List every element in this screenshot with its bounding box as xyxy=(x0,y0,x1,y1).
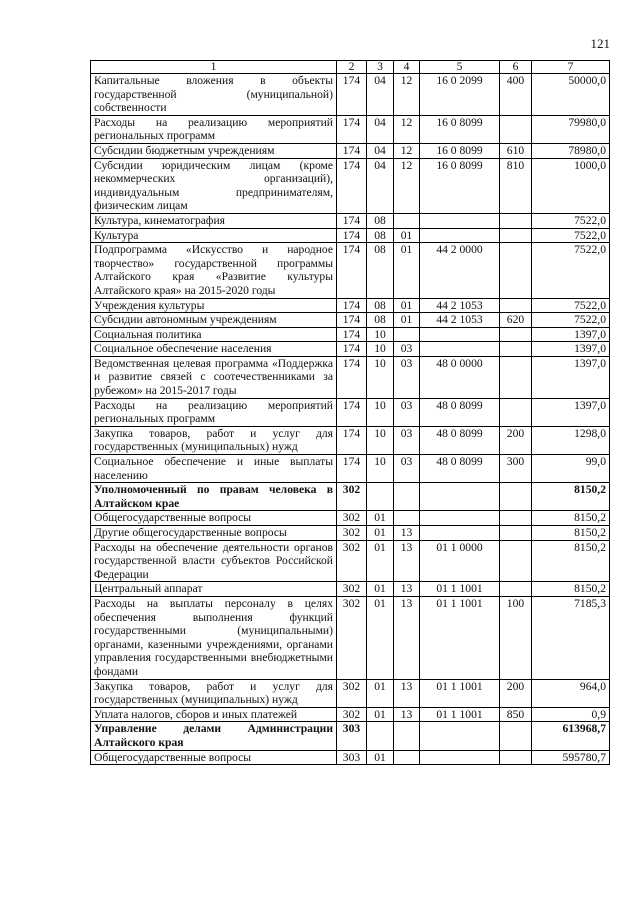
row-amount-cell: 1397,0 xyxy=(532,356,610,398)
row-target-article-cell xyxy=(420,750,500,765)
row-name-cell: Управление делами Администрации Алтайского края xyxy=(91,722,337,750)
row-section-cell: 04 xyxy=(367,143,394,158)
row-expense-type-cell: 850 xyxy=(500,707,532,722)
row-name-cell: Социальная политика xyxy=(91,327,337,342)
table-row xyxy=(91,707,610,722)
row-subsection-cell: 13 xyxy=(394,582,420,597)
table-row xyxy=(91,313,610,328)
row-expense-type-cell xyxy=(500,582,532,597)
row-amount-cell: 7522,0 xyxy=(532,228,610,243)
table-row xyxy=(91,74,610,116)
row-expense-type-cell xyxy=(500,540,532,582)
table-row xyxy=(91,143,610,158)
row-subsection-cell: 01 xyxy=(394,243,420,298)
row-target-article-cell: 48 0 8099 xyxy=(420,455,500,483)
row-amount-cell: 50000,0 xyxy=(532,74,610,116)
row-amount-cell: 78980,0 xyxy=(532,143,610,158)
row-name-cell: Закупка товаров, работ и услуг для государственных (муниципальных) нужд xyxy=(91,426,337,454)
row-subsection-cell: 12 xyxy=(394,115,420,143)
row-target-article-cell: 48 0 8099 xyxy=(420,426,500,454)
row-admin-code-cell: 174 xyxy=(337,243,367,298)
row-expense-type-cell xyxy=(500,213,532,228)
row-name-cell: Центральный аппарат xyxy=(91,582,337,597)
row-admin-code-cell: 174 xyxy=(337,455,367,483)
row-amount-cell: 964,0 xyxy=(532,679,610,707)
row-name-cell: Уплата налогов, сборов и иных платежей xyxy=(91,707,337,722)
row-amount-cell: 79980,0 xyxy=(532,115,610,143)
row-name-cell: Социальное обеспечение и иные выплаты населению xyxy=(91,455,337,483)
row-expense-type-cell: 300 xyxy=(500,455,532,483)
row-expense-type-cell xyxy=(500,398,532,426)
row-expense-type-cell xyxy=(500,526,532,541)
row-admin-code-cell: 302 xyxy=(337,483,367,511)
row-amount-cell: 1397,0 xyxy=(532,342,610,357)
row-expense-type-cell xyxy=(500,298,532,313)
row-expense-type-cell: 610 xyxy=(500,143,532,158)
row-name-cell: Общегосударственные вопросы xyxy=(91,750,337,765)
table-row xyxy=(91,511,610,526)
row-subsection-cell: 01 xyxy=(394,228,420,243)
row-amount-cell: 7522,0 xyxy=(532,213,610,228)
table-row xyxy=(91,298,610,313)
table-row xyxy=(91,356,610,398)
column-header: 3 xyxy=(367,61,394,74)
table-row xyxy=(91,483,610,511)
row-subsection-cell xyxy=(394,750,420,765)
row-amount-cell: 8150,2 xyxy=(532,511,610,526)
table-row xyxy=(91,540,610,582)
row-target-article-cell: 48 0 0000 xyxy=(420,356,500,398)
row-admin-code-cell: 174 xyxy=(337,158,367,213)
row-admin-code-cell: 174 xyxy=(337,426,367,454)
row-expense-type-cell xyxy=(500,228,532,243)
row-section-cell: 04 xyxy=(367,74,394,116)
table-row xyxy=(91,455,610,483)
table-row xyxy=(91,582,610,597)
row-expense-type-cell xyxy=(500,115,532,143)
row-admin-code-cell: 302 xyxy=(337,511,367,526)
row-admin-code-cell: 302 xyxy=(337,679,367,707)
row-admin-code-cell: 302 xyxy=(337,582,367,597)
row-section-cell: 10 xyxy=(367,327,394,342)
row-target-article-cell: 01 1 0000 xyxy=(420,540,500,582)
row-amount-cell: 7522,0 xyxy=(532,298,610,313)
table-row xyxy=(91,213,610,228)
row-admin-code-cell: 174 xyxy=(337,228,367,243)
row-subsection-cell: 13 xyxy=(394,707,420,722)
row-section-cell xyxy=(367,483,394,511)
row-subsection-cell: 13 xyxy=(394,540,420,582)
table-row xyxy=(91,426,610,454)
table-row xyxy=(91,596,610,679)
row-name-cell: Учреждения культуры xyxy=(91,298,337,313)
table-row xyxy=(91,228,610,243)
row-name-cell: Ведомственная целевая программа «Поддержка и развитие связей с соотечественниками за рубежом» на 2015-2017 годы xyxy=(91,356,337,398)
row-section-cell: 08 xyxy=(367,213,394,228)
row-amount-cell: 8150,2 xyxy=(532,582,610,597)
row-target-article-cell: 44 2 1053 xyxy=(420,298,500,313)
row-amount-cell: 1298,0 xyxy=(532,426,610,454)
row-subsection-cell xyxy=(394,722,420,750)
table-row xyxy=(91,243,610,298)
row-expense-type-cell xyxy=(500,342,532,357)
row-section-cell: 10 xyxy=(367,342,394,357)
row-expense-type-cell xyxy=(500,243,532,298)
row-section-cell: 08 xyxy=(367,313,394,328)
column-header: 6 xyxy=(500,61,532,74)
row-subsection-cell: 03 xyxy=(394,342,420,357)
row-amount-cell: 7185,3 xyxy=(532,596,610,679)
row-section-cell: 10 xyxy=(367,356,394,398)
row-section-cell: 10 xyxy=(367,398,394,426)
row-name-cell: Расходы на реализацию мероприятий региональных программ xyxy=(91,398,337,426)
row-target-article-cell: 44 2 1053 xyxy=(420,313,500,328)
row-section-cell: 01 xyxy=(367,582,394,597)
table-row xyxy=(91,342,610,357)
row-name-cell: Расходы на реализацию мероприятий региональных программ xyxy=(91,115,337,143)
row-target-article-cell: 01 1 1001 xyxy=(420,596,500,679)
table-row xyxy=(91,750,610,765)
row-admin-code-cell: 174 xyxy=(337,342,367,357)
row-subsection-cell: 03 xyxy=(394,398,420,426)
row-subsection-cell: 13 xyxy=(394,596,420,679)
row-target-article-cell: 16 0 2099 xyxy=(420,74,500,116)
row-subsection-cell: 12 xyxy=(394,158,420,213)
row-section-cell: 10 xyxy=(367,426,394,454)
page-number: 121 xyxy=(590,36,610,51)
row-amount-cell: 0,9 xyxy=(532,707,610,722)
row-admin-code-cell: 174 xyxy=(337,74,367,116)
row-admin-code-cell: 303 xyxy=(337,722,367,750)
table-row xyxy=(91,398,610,426)
table-row xyxy=(91,327,610,342)
row-expense-type-cell: 400 xyxy=(500,74,532,116)
row-name-cell: Субсидии бюджетным учреждениям xyxy=(91,143,337,158)
row-subsection-cell: 03 xyxy=(394,455,420,483)
row-name-cell: Капитальные вложения в объекты государственной (муниципальной) собственности xyxy=(91,74,337,116)
row-amount-cell: 1397,0 xyxy=(532,398,610,426)
row-subsection-cell: 12 xyxy=(394,143,420,158)
table-row xyxy=(91,526,610,541)
row-section-cell: 04 xyxy=(367,115,394,143)
row-subsection-cell: 01 xyxy=(394,313,420,328)
row-amount-cell: 7522,0 xyxy=(532,313,610,328)
row-target-article-cell: 01 1 1001 xyxy=(420,679,500,707)
row-subsection-cell: 13 xyxy=(394,679,420,707)
row-section-cell: 01 xyxy=(367,707,394,722)
row-name-cell: Уполномоченный по правам человека в Алтайском крае xyxy=(91,483,337,511)
row-target-article-cell xyxy=(420,526,500,541)
row-target-article-cell xyxy=(420,483,500,511)
row-subsection-cell: 13 xyxy=(394,526,420,541)
row-amount-cell: 8150,2 xyxy=(532,540,610,582)
table-body xyxy=(91,74,610,765)
row-expense-type-cell xyxy=(500,483,532,511)
row-amount-cell: 99,0 xyxy=(532,455,610,483)
row-target-article-cell: 16 0 8099 xyxy=(420,143,500,158)
row-section-cell: 08 xyxy=(367,243,394,298)
row-name-cell: Социальное обеспечение населения xyxy=(91,342,337,357)
row-amount-cell: 1000,0 xyxy=(532,158,610,213)
row-amount-cell: 8150,2 xyxy=(532,483,610,511)
row-admin-code-cell: 174 xyxy=(337,356,367,398)
row-subsection-cell xyxy=(394,213,420,228)
row-subsection-cell: 01 xyxy=(394,298,420,313)
row-admin-code-cell: 303 xyxy=(337,750,367,765)
row-section-cell: 10 xyxy=(367,455,394,483)
row-admin-code-cell: 174 xyxy=(337,313,367,328)
row-subsection-cell: 12 xyxy=(394,74,420,116)
row-admin-code-cell: 302 xyxy=(337,540,367,582)
row-amount-cell: 7522,0 xyxy=(532,243,610,298)
row-target-article-cell xyxy=(420,342,500,357)
row-admin-code-cell: 302 xyxy=(337,596,367,679)
table-header-row xyxy=(91,61,610,74)
row-name-cell: Культура xyxy=(91,228,337,243)
row-expense-type-cell xyxy=(500,327,532,342)
column-header: 5 xyxy=(420,61,500,74)
row-name-cell: Расходы на обеспечение деятельности органов государственной власти субъектов Российской Федерации xyxy=(91,540,337,582)
row-amount-cell: 8150,2 xyxy=(532,526,610,541)
row-target-article-cell xyxy=(420,722,500,750)
row-section-cell: 01 xyxy=(367,511,394,526)
row-amount-cell: 595780,7 xyxy=(532,750,610,765)
row-admin-code-cell: 302 xyxy=(337,526,367,541)
row-target-article-cell: 16 0 8099 xyxy=(420,158,500,213)
table-row xyxy=(91,115,610,143)
row-subsection-cell xyxy=(394,483,420,511)
row-section-cell xyxy=(367,722,394,750)
row-target-article-cell xyxy=(420,327,500,342)
column-header: 2 xyxy=(337,61,367,74)
row-expense-type-cell: 620 xyxy=(500,313,532,328)
row-name-cell: Культура, кинематография xyxy=(91,213,337,228)
row-subsection-cell: 03 xyxy=(394,426,420,454)
row-subsection-cell: 03 xyxy=(394,356,420,398)
row-target-article-cell: 01 1 1001 xyxy=(420,582,500,597)
row-subsection-cell xyxy=(394,327,420,342)
row-section-cell: 08 xyxy=(367,228,394,243)
row-name-cell: Общегосударственные вопросы xyxy=(91,511,337,526)
column-header: 1 xyxy=(91,61,337,74)
row-admin-code-cell: 174 xyxy=(337,298,367,313)
row-expense-type-cell: 810 xyxy=(500,158,532,213)
row-name-cell: Расходы на выплаты персоналу в целях обеспечения выполнения функций государственными (муниципальными) органами, казенными учреждениями, органами управления государственными внебюджетными фондами xyxy=(91,596,337,679)
row-expense-type-cell: 100 xyxy=(500,596,532,679)
row-target-article-cell: 44 2 0000 xyxy=(420,243,500,298)
column-header: 4 xyxy=(394,61,420,74)
row-name-cell: Закупка товаров, работ и услуг для государственных (муниципальных) нужд xyxy=(91,679,337,707)
row-expense-type-cell xyxy=(500,511,532,526)
row-target-article-cell xyxy=(420,213,500,228)
row-subsection-cell xyxy=(394,511,420,526)
row-admin-code-cell: 302 xyxy=(337,707,367,722)
row-name-cell: Другие общегосударственные вопросы xyxy=(91,526,337,541)
row-expense-type-cell xyxy=(500,750,532,765)
row-target-article-cell: 16 0 8099 xyxy=(420,115,500,143)
row-name-cell: Субсидии автономным учреждениям xyxy=(91,313,337,328)
row-name-cell: Подпрограмма «Искусство и народное творчество» государственной программы Алтайского края «Развитие культуры Алтайского края» на 2015-2020 годы xyxy=(91,243,337,298)
row-admin-code-cell: 174 xyxy=(337,327,367,342)
column-header: 7 xyxy=(532,61,610,74)
row-admin-code-cell: 174 xyxy=(337,213,367,228)
row-expense-type-cell xyxy=(500,356,532,398)
row-section-cell: 01 xyxy=(367,526,394,541)
row-section-cell: 04 xyxy=(367,158,394,213)
row-target-article-cell xyxy=(420,228,500,243)
row-section-cell: 01 xyxy=(367,750,394,765)
row-section-cell: 01 xyxy=(367,679,394,707)
row-admin-code-cell: 174 xyxy=(337,115,367,143)
row-expense-type-cell: 200 xyxy=(500,679,532,707)
row-target-article-cell: 01 1 1001 xyxy=(420,707,500,722)
row-target-article-cell xyxy=(420,511,500,526)
table-row xyxy=(91,158,610,213)
row-section-cell: 01 xyxy=(367,596,394,679)
table-row xyxy=(91,722,610,750)
row-target-article-cell: 48 0 8099 xyxy=(420,398,500,426)
row-amount-cell: 613968,7 xyxy=(532,722,610,750)
row-section-cell: 01 xyxy=(367,540,394,582)
budget-table xyxy=(90,60,610,765)
row-expense-type-cell: 200 xyxy=(500,426,532,454)
row-expense-type-cell xyxy=(500,722,532,750)
table-row xyxy=(91,679,610,707)
row-admin-code-cell: 174 xyxy=(337,143,367,158)
row-admin-code-cell: 174 xyxy=(337,398,367,426)
row-amount-cell: 1397,0 xyxy=(532,327,610,342)
row-section-cell: 08 xyxy=(367,298,394,313)
row-name-cell: Субсидии юридическим лицам (кроме некоммерческих организаций), индивидуальным предпринимателям, физическим лицам xyxy=(91,158,337,213)
